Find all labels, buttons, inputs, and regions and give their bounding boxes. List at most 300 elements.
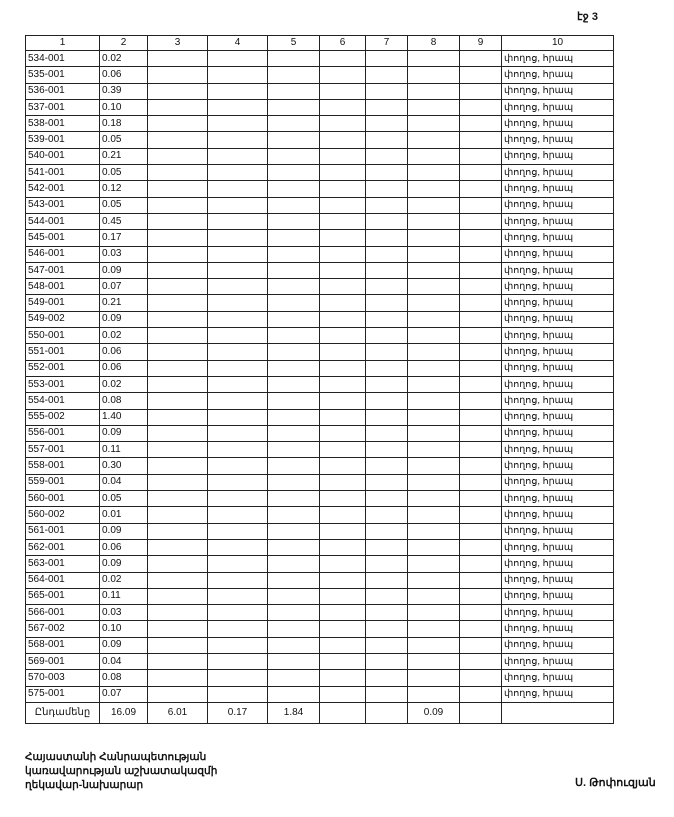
empty-cell [320,621,366,637]
empty-cell [208,409,268,425]
empty-cell [208,344,268,360]
empty-cell [268,328,320,344]
empty-cell [208,425,268,441]
total-col9 [460,702,502,723]
parcel-purpose: փողոց, հրապ [502,474,614,490]
parcel-purpose: փողոց, հրապ [502,605,614,621]
empty-cell [148,605,208,621]
parcel-code: 557-001 [26,442,100,458]
empty-cell [408,556,460,572]
empty-cell [460,572,502,588]
parcel-area: 0.10 [100,621,148,637]
parcel-code: 547-001 [26,262,100,278]
empty-cell [148,279,208,295]
empty-cell [320,605,366,621]
empty-cell [408,491,460,507]
empty-cell [366,67,408,83]
empty-cell [460,51,502,67]
total-col3: 6.01 [148,702,208,723]
empty-cell [320,539,366,555]
empty-cell [148,148,208,164]
empty-cell [320,132,366,148]
empty-cell [148,458,208,474]
empty-cell [148,213,208,229]
empty-cell [320,393,366,409]
empty-cell [460,653,502,669]
signatory-line-1: Հայաստանի Հանրապետության [25,751,207,763]
empty-cell [268,425,320,441]
empty-cell [460,132,502,148]
empty-cell [366,588,408,604]
parcel-purpose: փողոց, հրապ [502,197,614,213]
empty-cell [268,507,320,523]
table-row [26,51,614,67]
empty-cell [268,99,320,115]
empty-cell [208,116,268,132]
table-row [26,132,614,148]
empty-cell [460,344,502,360]
empty-cell [408,442,460,458]
parcel-area: 0.09 [100,425,148,441]
parcel-area: 0.08 [100,670,148,686]
empty-cell [148,311,208,327]
empty-cell [320,686,366,702]
empty-cell [148,442,208,458]
parcel-purpose: փողոց, հրապ [502,376,614,392]
parcel-area: 0.03 [100,246,148,262]
empty-cell [208,605,268,621]
column-header: 2 [100,36,148,51]
empty-cell [208,181,268,197]
empty-cell [268,605,320,621]
parcel-area: 0.06 [100,67,148,83]
parcel-area: 0.06 [100,360,148,376]
parcel-purpose: փողոց, հրապ [502,572,614,588]
empty-cell [320,181,366,197]
empty-cell [366,458,408,474]
empty-cell [408,588,460,604]
parcel-area: 0.04 [100,474,148,490]
empty-cell [366,425,408,441]
table-row [26,686,614,702]
empty-cell [408,344,460,360]
empty-cell [268,523,320,539]
empty-cell [366,572,408,588]
empty-cell [460,637,502,653]
parcel-area: 0.09 [100,262,148,278]
table-row [26,588,614,604]
empty-cell [268,279,320,295]
empty-cell [268,621,320,637]
empty-cell [460,621,502,637]
parcel-code: 558-001 [26,458,100,474]
empty-cell [408,246,460,262]
empty-cell [208,132,268,148]
parcel-purpose: փողոց, հրապ [502,653,614,669]
table-row [26,507,614,523]
parcel-code: 546-001 [26,246,100,262]
empty-cell [208,83,268,99]
empty-cell [320,442,366,458]
column-header: 8 [408,36,460,51]
empty-cell [460,556,502,572]
empty-cell [408,686,460,702]
empty-cell [320,279,366,295]
parcel-purpose: փողոց, հրապ [502,539,614,555]
empty-cell [148,295,208,311]
empty-cell [268,116,320,132]
total-col5: 1.84 [268,702,320,723]
parcel-code: 551-001 [26,344,100,360]
parcel-code: 549-001 [26,295,100,311]
parcel-purpose: փողոց, հրապ [502,279,614,295]
parcel-area: 0.30 [100,458,148,474]
parcel-code: 542-001 [26,181,100,197]
empty-cell [268,246,320,262]
parcel-area: 0.18 [100,116,148,132]
empty-cell [268,653,320,669]
parcel-code: 560-001 [26,491,100,507]
empty-cell [366,605,408,621]
empty-cell [208,588,268,604]
empty-cell [408,99,460,115]
empty-cell [268,491,320,507]
parcel-code: 565-001 [26,588,100,604]
empty-cell [366,262,408,278]
empty-cell [366,311,408,327]
parcel-purpose: փողոց, հրապ [502,99,614,115]
empty-cell [148,132,208,148]
parcel-area: 0.05 [100,132,148,148]
empty-cell [148,523,208,539]
parcel-purpose: փողոց, հրապ [502,67,614,83]
parcel-purpose: փողոց, հրապ [502,425,614,441]
empty-cell [208,230,268,246]
column-header: 7 [366,36,408,51]
empty-cell [366,442,408,458]
parcel-code: 535-001 [26,67,100,83]
empty-cell [268,132,320,148]
parcel-purpose: փողոց, հրապ [502,116,614,132]
empty-cell [148,686,208,702]
empty-cell [366,507,408,523]
empty-cell [268,344,320,360]
empty-cell [366,474,408,490]
empty-cell [366,132,408,148]
empty-cell [148,230,208,246]
parcel-purpose: փողոց, հրապ [502,507,614,523]
empty-cell [460,425,502,441]
empty-cell [148,67,208,83]
parcel-code: 541-001 [26,165,100,181]
empty-cell [208,670,268,686]
parcel-area: 0.01 [100,507,148,523]
parcel-area: 0.09 [100,311,148,327]
empty-cell [268,197,320,213]
empty-cell [208,165,268,181]
parcel-area: 0.09 [100,523,148,539]
parcel-code: 553-001 [26,376,100,392]
empty-cell [268,474,320,490]
empty-cell [148,376,208,392]
empty-cell [366,360,408,376]
empty-cell [408,116,460,132]
parcel-code: 537-001 [26,99,100,115]
parcel-code: 550-001 [26,328,100,344]
empty-cell [320,458,366,474]
signatory-line-2: կառավարության աշխատակազմի [25,765,218,777]
empty-cell [460,165,502,181]
empty-cell [320,556,366,572]
parcel-area: 0.09 [100,556,148,572]
parcel-area: 0.21 [100,148,148,164]
empty-cell [408,181,460,197]
parcel-area: 0.05 [100,165,148,181]
parcel-purpose: փողոց, հրապ [502,491,614,507]
column-header: 3 [148,36,208,51]
parcel-purpose: փողոց, հրապ [502,393,614,409]
table-row [26,197,614,213]
empty-cell [148,588,208,604]
table-row [26,99,614,115]
empty-cell [408,67,460,83]
empty-cell [408,539,460,555]
empty-cell [208,279,268,295]
empty-cell [320,311,366,327]
empty-cell [460,491,502,507]
empty-cell [208,99,268,115]
empty-cell [408,230,460,246]
parcel-area: 0.06 [100,344,148,360]
table-row [26,83,614,99]
empty-cell [408,393,460,409]
empty-cell [208,686,268,702]
empty-cell [208,523,268,539]
parcel-code: 548-001 [26,279,100,295]
empty-cell [148,572,208,588]
empty-cell [460,670,502,686]
empty-cell [268,230,320,246]
total-row [26,702,614,723]
parcel-area: 0.02 [100,572,148,588]
empty-cell [460,605,502,621]
parcel-code: 561-001 [26,523,100,539]
empty-cell [148,670,208,686]
empty-cell [148,181,208,197]
empty-cell [366,328,408,344]
empty-cell [320,51,366,67]
empty-cell [148,344,208,360]
empty-cell [460,393,502,409]
table-row [26,344,614,360]
empty-cell [366,99,408,115]
empty-cell [320,99,366,115]
empty-cell [408,637,460,653]
parcel-area: 0.02 [100,328,148,344]
empty-cell [460,539,502,555]
empty-cell [208,213,268,229]
empty-cell [320,474,366,490]
empty-cell [460,409,502,425]
empty-cell [268,360,320,376]
empty-cell [460,588,502,604]
empty-cell [408,458,460,474]
empty-cell [148,507,208,523]
parcel-code: 544-001 [26,213,100,229]
empty-cell [366,621,408,637]
parcel-code: 559-001 [26,474,100,490]
parcel-purpose: փողոց, հրապ [502,442,614,458]
total-col4: 0.17 [208,702,268,723]
empty-cell [208,376,268,392]
header-row [26,36,614,51]
parcel-purpose: փողոց, հրապ [502,295,614,311]
parcel-code: 575-001 [26,686,100,702]
empty-cell [208,197,268,213]
parcel-area: 0.21 [100,295,148,311]
empty-cell [268,458,320,474]
empty-cell [208,360,268,376]
table-row [26,523,614,539]
empty-cell [148,539,208,555]
parcel-code: 554-001 [26,393,100,409]
parcel-code: 566-001 [26,605,100,621]
parcel-code: 552-001 [26,360,100,376]
empty-cell [208,458,268,474]
empty-cell [460,686,502,702]
empty-cell [208,262,268,278]
empty-cell [268,148,320,164]
parcel-area: 0.11 [100,588,148,604]
table-row [26,328,614,344]
parcel-code: 569-001 [26,653,100,669]
parcel-purpose: փողոց, հրապ [502,556,614,572]
empty-cell [408,213,460,229]
empty-cell [268,442,320,458]
empty-cell [320,507,366,523]
empty-cell [366,393,408,409]
empty-cell [408,523,460,539]
parcel-area: 0.09 [100,637,148,653]
empty-cell [460,213,502,229]
empty-cell [208,393,268,409]
parcel-purpose: փողոց, հրապ [502,458,614,474]
empty-cell [366,51,408,67]
empty-cell [148,393,208,409]
empty-cell [148,653,208,669]
table-row [26,67,614,83]
empty-cell [268,83,320,99]
parcel-area: 0.08 [100,393,148,409]
parcel-area: 0.02 [100,51,148,67]
parcel-area: 0.02 [100,376,148,392]
empty-cell [366,653,408,669]
empty-cell [320,491,366,507]
table-row [26,230,614,246]
column-header: 1 [26,36,100,51]
empty-cell [148,262,208,278]
empty-cell [320,246,366,262]
empty-cell [148,51,208,67]
parcel-area: 0.07 [100,279,148,295]
empty-cell [408,262,460,278]
empty-cell [366,116,408,132]
empty-cell [208,507,268,523]
empty-cell [208,491,268,507]
empty-cell [268,539,320,555]
empty-cell [208,51,268,67]
parcel-purpose: փողոց, հրապ [502,409,614,425]
parcel-code: 545-001 [26,230,100,246]
parcel-purpose: փողոց, հրապ [502,360,614,376]
empty-cell [460,116,502,132]
empty-cell [268,213,320,229]
table-row [26,262,614,278]
empty-cell [460,67,502,83]
parcel-code: 570-003 [26,670,100,686]
table-row [26,491,614,507]
table-row [26,213,614,229]
parcel-code: 539-001 [26,132,100,148]
signatory-name: Ս. Թոփուզյան [575,777,656,789]
parcel-purpose: փողոց, հրապ [502,328,614,344]
empty-cell [148,99,208,115]
empty-cell [460,295,502,311]
empty-cell [460,230,502,246]
empty-cell [208,621,268,637]
empty-cell [320,197,366,213]
empty-cell [208,653,268,669]
empty-cell [408,132,460,148]
empty-cell [208,572,268,588]
parcel-purpose: փողոց, հրապ [502,213,614,229]
table-row [26,539,614,555]
empty-cell [268,181,320,197]
empty-cell [408,507,460,523]
parcel-purpose: փողոց, հրապ [502,181,614,197]
signatory-line-3: ղեկավար-նախարար [25,779,144,791]
empty-cell [460,523,502,539]
empty-cell [366,181,408,197]
parcel-area: 0.10 [100,99,148,115]
parcel-area: 0.05 [100,197,148,213]
empty-cell [366,686,408,702]
empty-cell [320,262,366,278]
empty-cell [208,295,268,311]
empty-cell [148,556,208,572]
table-row [26,458,614,474]
parcel-code: 568-001 [26,637,100,653]
empty-cell [408,360,460,376]
parcel-area: 0.39 [100,83,148,99]
table-row [26,605,614,621]
empty-cell [268,637,320,653]
empty-cell [460,181,502,197]
empty-cell [366,83,408,99]
empty-cell [148,116,208,132]
empty-cell [366,556,408,572]
empty-cell [460,148,502,164]
empty-cell [320,376,366,392]
parcel-purpose: փողոց, հրապ [502,670,614,686]
empty-cell [460,311,502,327]
empty-cell [366,539,408,555]
empty-cell [148,491,208,507]
empty-cell [320,230,366,246]
empty-cell [148,409,208,425]
empty-cell [460,279,502,295]
table-row [26,556,614,572]
